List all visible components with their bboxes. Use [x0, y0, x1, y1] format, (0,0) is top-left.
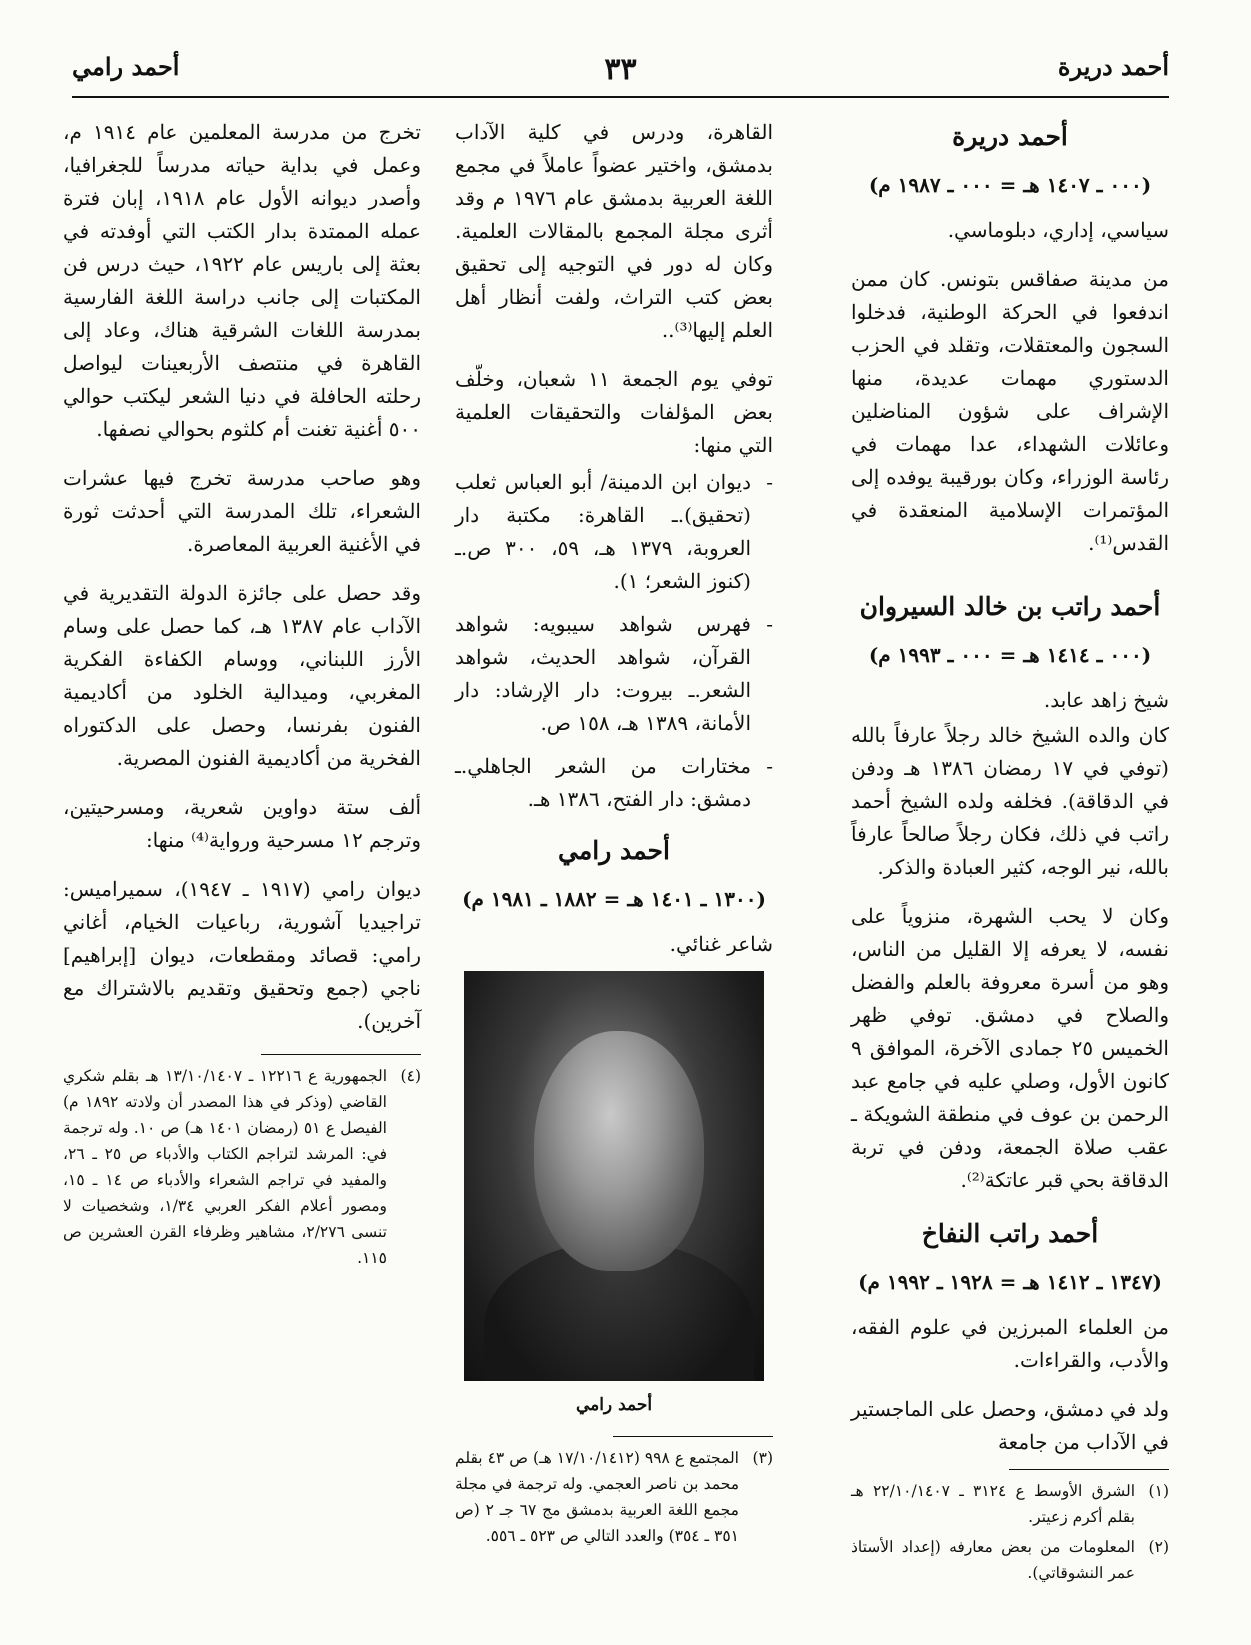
column-right — [851, 116, 1169, 1590]
paragraph: القاهرة، ودرس في كلية الآداب بدمشق، واختير عضواً عاملاً في مجمع اللغة العربية بدمشق عام ١٩٧٦ م وقد أثرى مجلة المجمع بالمقالات العلمية. وكان له دور في التوجيه إلى تحقيق بعض كتب التراث، ولفت أنظار أهل العلم إليها⁽³⁾.. — [455, 120, 773, 342]
works-list — [455, 466, 773, 816]
paragraph: ديوان رامي (١٩١٧ ـ ١٩٤٧)، سميراميس: تراجيديا آشورية، رباعيات الخيام، أغاني رامي: قصائد ومقطعات، ديوان [إبراهيم] ناجي (جمع وتحقيق وتقديم بالاشتراك مع آخرين). — [63, 877, 421, 1033]
entry-dates: (١٣٤٧ ـ ١٤١٢ هـ = ١٩٢٨ ـ ١٩٩٢ م) — [858, 1270, 1162, 1294]
footnote-rule — [261, 1054, 421, 1055]
footnotes — [455, 1445, 773, 1549]
list-item: - ديوان ابن الدمينة/ أبو العباس ثعلب (تحقيق).ـ القاهرة: مكتبة دار العروبة، ١٣٧٩ هـ، ٥٩، ٣٠٠ ص.ـ (كنوز الشعر؛ ١). — [455, 466, 773, 598]
footnote-number: (٤) — [400, 1067, 421, 1085]
paragraph: من العلماء المبرزين في علوم الفقه، والأدب، والقراءات. — [851, 1315, 1169, 1372]
photo-caption: أحمد رامي — [575, 1395, 653, 1415]
paragraph: وكان لا يحب الشهرة، منزوياً على نفسه، لا يعرفه إلا القليل من الناس، وهو من أسرة معروفة بالعلم والفضل والصلاح في دمشق. توفي ظهر الخميس ٢٥ جمادى الآخرة، الموافق ٩ كانون الأول، وصلي عليه في جامع عبد الرحمن بن عوف في منطقة الشويكة ـ عقب صلاة الجمعة، ودفن في تربة الدقاقة بحي قبر عاتكة⁽²⁾. — [851, 904, 1169, 1192]
entry-title: أحمد رامي — [558, 836, 670, 865]
paragraph: وهو صاحب مدرسة تخرج فيها عشرات الشعراء، تلك المدرسة التي أحدثت ثورة في الأغنية العربية المعاصرة. — [63, 466, 421, 556]
footnote-number: (١) — [1148, 1482, 1169, 1500]
entry-title: أحمد راتب النفاخ — [921, 1219, 1099, 1248]
footnotes — [851, 1478, 1169, 1586]
portrait-face — [534, 1031, 704, 1271]
paragraph: ألف ستة دواوين شعرية، ومسرحيتين، وترجم ١٢ مسرحية ورواية⁽⁴⁾ منها: — [63, 795, 421, 852]
footnote-text: المجتمع ع ٩٩٨ (١٧/١٠/١٤١٢ هـ) ص ٤٣ بقلم محمد بن ناصر العجمي. وله ترجمة في مجلة مجمع اللغة العربية بدمشق مج ٦٧ جـ ٢ (ص ٣٥١ ـ ٣٥٤) والعدد التالي ص ٥٢٣ ـ ٥٥٦. — [455, 1449, 739, 1545]
footnote-text: الشرق الأوسط ع ٣١٢٤ ـ ٢٢/١٠/١٤٠٧ هـ بقلم أكرم زعيتر. — [851, 1482, 1135, 1526]
paragraph: توفي يوم الجمعة ١١ شعبان، وخلّف بعض المؤلفات والتحقيقات العلمية التي منها: — [455, 367, 773, 457]
portrait-photo — [464, 971, 764, 1381]
column-middle — [455, 116, 773, 1553]
list-item: - مختارات من الشعر الجاهلي.ـ دمشق: دار الفتح، ١٣٨٦ هـ. — [455, 750, 773, 816]
paragraph: كان والده الشيخ خالد رجلاً عارفاً بالله (توفي في ١٧ رمضان ١٣٨٦ هـ ودفن في الدقاقة). فخلفه ولده الشيخ أحمد راتب في ذلك، فكان رجلاً صالحاً عارفاً بالله، نير الوجه، كثير العبادة والذكر. — [851, 723, 1169, 879]
footnote-text: المعلومات من بعض معارفه (إعداد الأستاذ عمر النشوقاتي). — [851, 1538, 1135, 1582]
paragraph: شاعر غنائي. — [669, 932, 773, 956]
footnote — [851, 1534, 1169, 1586]
column-left — [63, 116, 421, 1275]
paragraph: تخرج من مدرسة المعلمين عام ١٩١٤ م، وعمل في بداية حياته مدرساً للجغرافيا، وأصدر ديوانه الأول عام ١٩١٨، إبان فترة عمله الممتدة بدار الكتب التي أوفدته في بعثة إلى باريس عام ١٩٢٢، حيث درس فن المكتبات إلى جانب دراسة اللغة الفارسية بمدرسة اللغات الشرقية هناك، وعاد إلى القاهرة في منتصف الأربعينات ليواصل رحلته الحافلة في دنيا الشعر ليكتب حوالي ٥٠٠ أغنية تغنت أم كلثوم بحوالي نصفها. — [63, 120, 422, 441]
header-right-title: أحمد دريرة — [1057, 52, 1169, 81]
footnote — [851, 1478, 1169, 1530]
footnotes — [63, 1063, 421, 1271]
entry-title: أحمد راتب بن خالد السيروان — [859, 592, 1161, 621]
entry-title: أحمد دريرة — [952, 122, 1068, 151]
entry-dates: (١٣٠٠ ـ ١٤٠١ هـ = ١٨٨٢ ـ ١٩٨١ م) — [462, 887, 766, 911]
header-left-title: أحمد رامي — [72, 52, 180, 81]
footnote-rule — [1009, 1469, 1169, 1470]
footnote-rule — [613, 1436, 773, 1437]
footnote-text: الجمهورية ع ١٢٢١٦ ـ ١٣/١٠/١٤٠٧ هـ بقلم شكري القاضي (وذكر في هذا المصدر أن ولادته ١٨٩٢ م) الفيصل ع ٥١ (رمضان ١٤٠١ هـ) ص ١٠. وله ترجمة في: المرشد لتراجم الكتاب والأدباء ص ٢٥ ـ ٢٦، والمفيد في تراجم الشعراء والأدباء ص ١٤ ـ ١٥، ومصور أعلام الفكر العربي ١/٣٤، وشخصيات لا تنسى ٢/٢٧٦، مشاهير وظرفاء القرن العشرين ص ١١٥. — [63, 1067, 388, 1267]
entry-dates: (٠٠٠ ـ ١٤٠٧ هـ = ٠٠٠ ـ ١٩٨٧ م) — [868, 173, 1152, 197]
paragraph: وقد حصل على جائزة الدولة التقديرية في الآداب عام ١٣٨٧ هـ، كما حصل على وسام الأرز اللبناني، ووسام الكفاءة الفكرية المغربي، وميدالية الخلود من أكاديمية الفنون بفرنسا، وحصل على الدكتوراه الفخرية من أكاديمية الفنون المصرية. — [63, 581, 421, 770]
paragraph: ولد في دمشق، وحصل على الماجستير في الآداب من جامعة — [851, 1397, 1169, 1454]
paragraph: شيخ زاهد عابد. — [1043, 688, 1169, 712]
running-header — [72, 52, 1169, 98]
footnote — [63, 1063, 421, 1271]
list-item: - فهرس شواهد سيبويه: شواهد القرآن، شواهد الحديث، شواهد الشعر.ـ بيروت: دار الإرشاد: دار الأمانة، ١٣٨٩ هـ، ١٥٨ ص. — [455, 608, 773, 740]
paragraph: سياسي، إداري، دبلوماسي. — [947, 218, 1169, 242]
footnote-number: (٣) — [752, 1449, 773, 1467]
footnote-number: (٢) — [1148, 1538, 1169, 1556]
paragraph: من مدينة صفاقس بتونس. كان ممن اندفعوا في الحركة الوطنية، فدخلوا السجون والمعتقلات، وتقلد في الحزب الدستوري مهمات عديدة، منها الإشراف على شؤون المناضلين وعائلات الشهداء، عدا مهمات في رئاسة الوزراء، وكان بورقيبة يوفده إلى المؤتمرات الإسلامية المنعقدة في القدس⁽¹⁾. — [851, 267, 1169, 555]
footnote — [455, 1445, 773, 1549]
entry-dates: (٠٠٠ ـ ١٤١٤ هـ = ٠٠٠ ـ ١٩٩٣ م) — [868, 643, 1152, 667]
page-number: ٣٣ — [604, 52, 637, 87]
header-rule — [72, 96, 1169, 98]
